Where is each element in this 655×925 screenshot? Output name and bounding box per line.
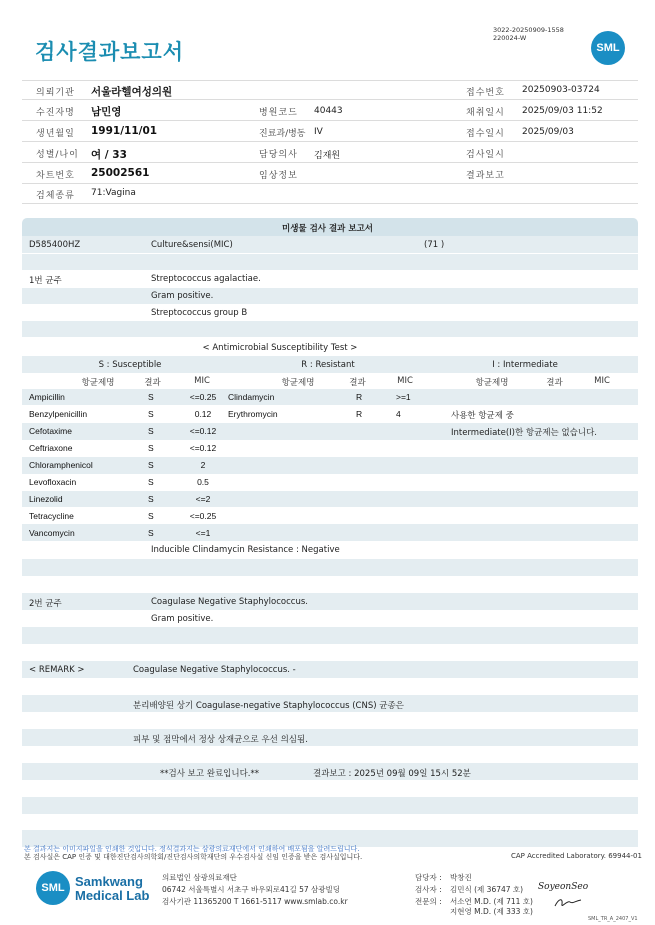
doc-number-line-1: 3022-20250909-1558 [493, 26, 564, 34]
test-code-no: (71 ) [424, 240, 445, 250]
label-sex-age: 성별/나이 [36, 150, 79, 160]
col1-header-result: 결과 [144, 378, 161, 388]
company-name [75, 875, 149, 903]
test-code: D585400HZ [29, 240, 81, 250]
drug-mic: <=2 [195, 494, 211, 504]
signature-1: SoyeonSeo [538, 882, 589, 892]
label-patient-name: 수진자명 [36, 108, 75, 118]
doc-number-line-2: 220024-W [493, 34, 527, 42]
value-collection-time: 2025/09/03 11:52 [522, 106, 603, 116]
value-sex-age: 여 / 33 [91, 149, 127, 161]
drug-result: S [148, 460, 154, 470]
organism1-line-2: Gram positive. [151, 291, 214, 301]
organism1-label: 1번 균주 [29, 276, 62, 286]
band [22, 559, 638, 576]
staff-name-1: 박창진 [450, 873, 472, 882]
drug-mic: >=1 [396, 392, 411, 402]
band [22, 236, 638, 253]
sml-logo: SML [591, 31, 625, 65]
band [22, 457, 638, 474]
report-title: 검사결과보고서 [35, 40, 185, 64]
staff-role-1: 담당자 : [415, 873, 442, 882]
band [22, 491, 638, 507]
col2-header-result: 결과 [349, 378, 366, 388]
value-department: IV [314, 127, 323, 137]
staff-name-3: 서소연 M.D. (제 711 호) [450, 897, 533, 906]
drug-result: R [356, 392, 363, 402]
label-doctor: 담당의사 [259, 150, 298, 160]
band [22, 524, 638, 541]
drug-mic: 2 [200, 460, 206, 470]
drug-result: S [148, 426, 154, 436]
drug-mic: <=1 [195, 528, 211, 538]
col2-header-drug: 항균제명 [281, 378, 315, 388]
legend-susceptible: S : Susceptible [98, 360, 162, 370]
band [22, 661, 638, 678]
inducible-clindamycin: Inducible Clindamycin Resistance : Negative [151, 545, 340, 555]
band [22, 321, 638, 337]
label-collection-time: 채취일시 [466, 108, 505, 118]
label-requester: 의뢰기관 [36, 88, 75, 98]
value-requester: 서울라헬여성의원 [91, 86, 173, 98]
label-result-report: 결과보고 [466, 171, 505, 181]
sml-logo-bottom: SML [36, 871, 70, 905]
drug-name: Clindamycin [228, 392, 275, 402]
drug-mic: <=0.12 [189, 426, 217, 436]
staff-name-2: 김민식 (제 36747 호) [450, 885, 524, 894]
drug-mic: <=0.25 [189, 392, 217, 402]
col2-header-mic: MIC [397, 376, 413, 386]
legend-resistant: R : Resistant [301, 360, 355, 370]
value-accession: 20250903-03724 [522, 85, 600, 95]
label-test-time: 검사일시 [466, 150, 505, 160]
staff-name-4: 지현영 M.D. (제 333 호) [450, 907, 533, 916]
completion-text: **검사 보고 완료입니다.** [160, 769, 260, 779]
cap-accreditation: CAP Accredited Laboratory. 69944-01 [511, 852, 642, 860]
doc-number [493, 26, 564, 42]
label-department: 진료과/병동 [259, 129, 306, 139]
col1-header-drug: 항균제명 [81, 378, 115, 388]
value-birthdate: 1991/11/01 [91, 125, 158, 137]
remark-line-2: 분리배양된 상기 Coagulase-negative Staphylococcus (CNS) 균종은 [133, 701, 404, 711]
drug-name: Vancomycin [29, 528, 75, 538]
label-birthdate: 생년월일 [36, 129, 75, 139]
section-title: 미생물 검사 결과 보고서 [282, 224, 373, 234]
label-accession: 접수번호 [466, 88, 505, 98]
test-name: Culture&sensi(MIC) [151, 240, 233, 250]
drug-name: Levofloxacin [29, 477, 77, 487]
drug-name: Chloramphenicol [29, 460, 93, 470]
drug-mic: 0.12 [194, 409, 212, 419]
col3-header-result: 결과 [546, 378, 563, 388]
value-doctor: 김재원 [314, 151, 341, 161]
drug-name: Tetracycline [29, 511, 74, 521]
band [22, 627, 638, 644]
drug-result: S [148, 443, 154, 453]
drug-result: S [148, 392, 154, 402]
col3-header-drug: 항균제명 [475, 378, 509, 388]
drug-mic: <=0.25 [189, 511, 217, 521]
remark-line-1: Coagulase Negative Staphylococcus. - [133, 665, 296, 675]
organism2-line-1: Coagulase Negative Staphylococcus. [151, 597, 308, 607]
remark-line-3: 피부 및 점막에서 정상 상재균으로 우선 의심됨. [133, 735, 308, 745]
label-specimen: 검체종류 [36, 191, 75, 201]
staff-role-3: 전문의 : [415, 897, 442, 906]
band [22, 797, 638, 814]
drug-result: S [148, 409, 154, 419]
band [22, 593, 638, 610]
org-contact: 검사기관 11365200 T 1661-5117 www.smlab.co.kr [162, 897, 348, 906]
drug-name: Ampicillin [29, 392, 65, 402]
col1-header-mic: MIC [194, 376, 210, 386]
notice-image-print: 본 결과지는 이미지파일을 인쇄한 것입니다. 정식결과지는 삼광의료재단에서 인쇄하여 배포됨을 알려드립니다. [24, 845, 360, 853]
band [22, 729, 638, 746]
org-name: 의료법인 삼광의료재단 [162, 873, 237, 882]
drug-name: Erythromycin [228, 409, 278, 419]
staff-role-2: 검사자 : [415, 885, 442, 894]
drug-result: S [148, 511, 154, 521]
legend-intermediate: I : Intermediate [492, 360, 558, 370]
label-hospital-code: 병원코드 [259, 108, 298, 118]
value-patient-name: 남민영 [91, 106, 122, 118]
organism1-line-3: Streptococcus group B [151, 308, 248, 318]
drug-result: S [148, 477, 154, 487]
notice-certification: 본 검사실은 CAP 인증 및 대한진단검사의학회/진단검사의학재단의 우수검사실 신임 인증을 받은 검사실입니다. [24, 853, 363, 861]
band [22, 288, 638, 304]
value-receipt-time: 2025/09/03 [522, 127, 574, 137]
value-chart-number: 25002561 [91, 167, 150, 179]
drug-mic: 0.5 [197, 477, 209, 487]
organism2-line-2: Gram positive. [151, 614, 214, 624]
drug-name: Cefotaxime [29, 426, 72, 436]
intermediate-note-2: Intermediate(I)한 항균제는 없습니다. [451, 428, 597, 438]
organism1-line-1: Streptococcus agalactiae. [151, 274, 261, 284]
signature-2 [553, 896, 583, 910]
company-name-line-1: Samkwang [75, 874, 143, 889]
remark-label: < REMARK > [29, 665, 85, 675]
value-specimen: 71:Vagina [91, 188, 136, 198]
intermediate-note-1: 사용한 항균제 중 [451, 411, 514, 421]
company-name-line-2: Medical Lab [75, 888, 150, 903]
drug-result: S [148, 494, 154, 504]
drug-mic: 4 [396, 409, 401, 419]
label-chart-number: 차트번호 [36, 171, 75, 181]
organism2-label: 2번 균주 [29, 599, 62, 609]
completion-report-time: 결과보고 : 2025년 09월 09일 15시 52분 [313, 769, 471, 779]
band [22, 254, 638, 270]
label-clinical-info: 임상정보 [259, 171, 298, 181]
org-address: 06742 서울특별시 서초구 바우뫼로41길 57 삼광빌딩 [162, 885, 341, 894]
drug-name: Ceftriaxone [29, 443, 73, 453]
drug-mic: <=0.12 [189, 443, 217, 453]
form-code: SML_TR_A_2407_V1 [588, 916, 638, 922]
col3-header-mic: MIC [594, 376, 610, 386]
drug-result: R [356, 409, 363, 419]
drug-result: S [148, 528, 154, 538]
drug-name: Linezolid [29, 494, 63, 504]
band [22, 389, 638, 405]
drug-name: Benzylpenicillin [29, 409, 88, 419]
label-receipt-time: 접수일시 [466, 129, 505, 139]
value-hospital-code: 40443 [314, 106, 343, 116]
ast-title: < Antimicrobial Susceptibility Test > [202, 343, 358, 353]
